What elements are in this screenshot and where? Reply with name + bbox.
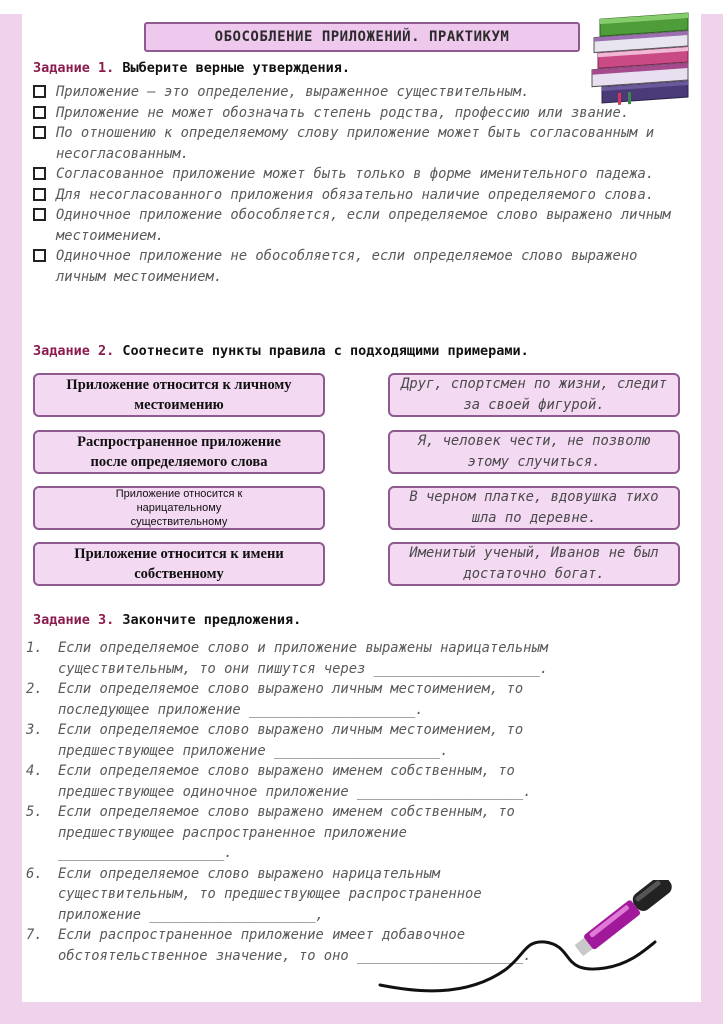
sentence-line: Если определяемое слово и приложение выражены нарицательным xyxy=(58,640,549,656)
task3-label: Задание 3. xyxy=(33,612,115,628)
statement-text: Приложение не может обозначать степень родства, профессию или звание. xyxy=(56,104,630,121)
checkbox[interactable] xyxy=(33,167,46,180)
sentence-item xyxy=(26,679,696,720)
statement-text: Приложение – это определение, выраженное существительным. xyxy=(56,84,530,100)
statement-text: Для несогласованного приложения обязательно наличие определяемого слова. xyxy=(56,186,655,203)
task3-instruction: Закончите предложения. xyxy=(122,612,302,628)
rule-card[interactable] xyxy=(33,373,325,417)
sentence-number: 4. xyxy=(26,763,43,779)
sentence-number: 1. xyxy=(26,640,43,656)
task2-heading xyxy=(33,343,529,359)
example-text: Друг, спортсмен по жизни, следит за своей фигурой. xyxy=(401,376,667,413)
sentence-item xyxy=(26,720,696,761)
sentence-line: Если распространенное приложение имеет добавочное xyxy=(58,927,466,943)
sentence-item xyxy=(26,638,696,679)
task3-heading xyxy=(33,612,301,628)
checkbox[interactable] xyxy=(33,106,46,119)
checkbox[interactable] xyxy=(33,188,46,201)
statement-item xyxy=(33,185,693,206)
example-card[interactable] xyxy=(388,373,680,417)
rule-text: Приложение относится к нарицательному существительному xyxy=(115,488,243,528)
sentence-item xyxy=(26,802,696,864)
task1-statement-list xyxy=(33,82,693,287)
task1-instruction: Выберите верные утверждения. xyxy=(122,60,350,76)
task1-heading xyxy=(33,60,350,76)
sentence-line: последующее приложение ____________________. xyxy=(58,701,424,718)
sentence-line: существительным, то предшествующее распространенное xyxy=(58,886,482,902)
example-card[interactable] xyxy=(388,542,680,586)
sentence-line: существительным, то они пишутся через ____________________. xyxy=(58,660,549,677)
task2-instruction: Соотнесите пункты правила с подходящими примерами. xyxy=(122,343,529,359)
sentence-number: 3. xyxy=(26,722,43,738)
statement-item xyxy=(33,82,693,103)
statement-text: По отношению к определяемому слову приложение может быть согласованным и несогласованным. xyxy=(56,125,655,162)
example-card[interactable] xyxy=(388,486,680,530)
sentence-number: 2. xyxy=(26,681,43,697)
example-card[interactable] xyxy=(388,430,680,474)
sentence-line: Если определяемое слово выражено личным местоимением, то xyxy=(58,722,524,738)
checkbox[interactable] xyxy=(33,208,46,221)
task1-label: Задание 1. xyxy=(33,60,115,76)
task2-label: Задание 2. xyxy=(33,343,115,359)
statement-item xyxy=(33,246,693,287)
statement-item xyxy=(33,123,693,164)
marker-icon xyxy=(375,880,695,1000)
sentence-line: обстоятельственное значение, то оно ____________________. xyxy=(58,947,532,964)
checkbox[interactable] xyxy=(33,249,46,262)
statement-text: Согласованное приложение может быть только в форме именительного падежа. xyxy=(56,166,655,182)
checkbox[interactable] xyxy=(33,85,46,98)
example-text: Я, человек чести, не позволю этому случиться. xyxy=(417,433,651,470)
checkbox[interactable] xyxy=(33,126,46,139)
sentence-number: 6. xyxy=(26,865,43,882)
rule-card[interactable] xyxy=(33,430,325,474)
sentence-line: ____________________. xyxy=(58,845,233,861)
page-title: ОБОСОБЛЕНИЕ ПРИЛОЖЕНИЙ. ПРАКТИКУМ xyxy=(144,22,580,52)
sentence-line: предшествующее приложение ____________________. xyxy=(58,742,449,759)
sentence-line: Если определяемое слово выражено именем собственным, то xyxy=(58,763,515,779)
rule-card[interactable] xyxy=(33,486,325,530)
rule-text: Приложение относится к имени собственному xyxy=(74,546,284,582)
sentence-line: Если определяемое слово выражено личным местоимением, то xyxy=(58,681,524,697)
sentence-number: 7. xyxy=(26,927,43,943)
sentence-line: Если определяемое слово выражено именем собственным, то xyxy=(58,804,515,820)
sentence-line: Если определяемое слово выражено нарицательным xyxy=(58,865,441,882)
statement-item xyxy=(33,103,693,124)
example-text: Именитый ученый, Иванов не был достаточно богат. xyxy=(409,545,659,582)
rule-text: Распространенное приложение после определяемого слова xyxy=(77,434,281,470)
sentence-line: приложение ____________________, xyxy=(58,906,324,923)
rule-card[interactable] xyxy=(33,542,325,586)
statement-text: Одиночное приложение обособляется, если определяемое слово выражено личным местоимением. xyxy=(56,207,671,244)
rule-text: Приложение относится к личному местоимению xyxy=(66,377,292,413)
sentence-line: предшествующее распространенное приложение xyxy=(58,824,407,841)
statement-item xyxy=(33,205,693,246)
sentence-number: 5. xyxy=(26,804,43,820)
sentence-item xyxy=(26,761,696,802)
statement-item xyxy=(33,164,693,185)
example-text: В черном платке, вдовушка тихо шла по деревне. xyxy=(409,489,659,526)
sentence-line: предшествующее одиночное приложение ____________________. xyxy=(58,783,532,800)
statement-text: Одиночное приложение не обособляется, если определяемое слово выражено личным местоимением. xyxy=(56,248,638,285)
